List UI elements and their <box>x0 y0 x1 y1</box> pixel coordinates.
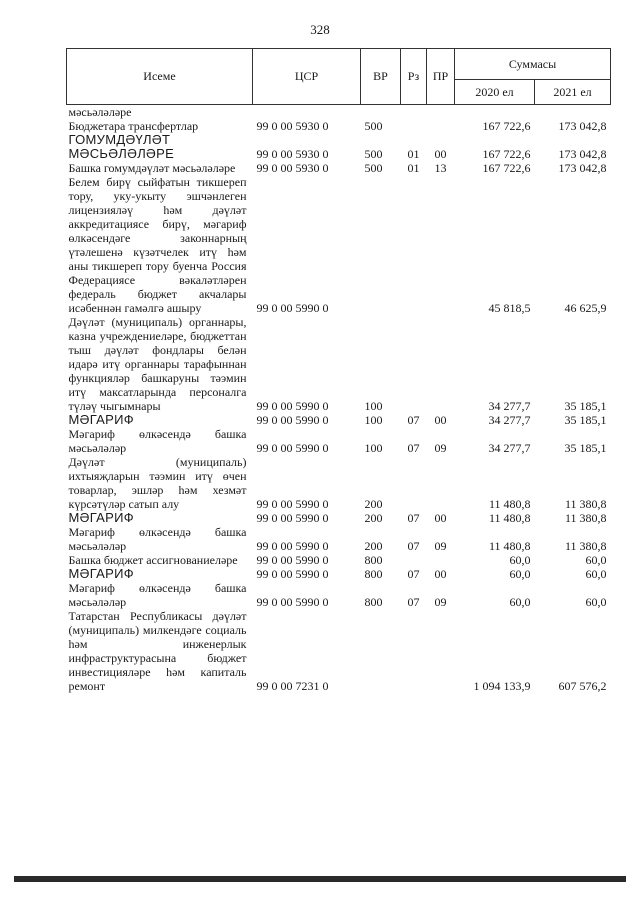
cell-pr <box>427 455 455 511</box>
cell-s1: 167 722,6 <box>482 161 531 175</box>
cell-rz: 07 <box>407 567 420 581</box>
cell-csr: 99 0 00 5990 0 <box>256 441 329 455</box>
cell-name: Дәүләт (муниципаль) ихтыяҗларын тәэмин итү өчен товарлар, эшләр һәм хезмәт күрсәтүләр сатып алу <box>68 455 247 511</box>
cell-s2: 11 380,8 <box>564 497 607 511</box>
cell-rz <box>401 105 427 120</box>
cell-pr <box>427 175 455 315</box>
cell-rz <box>401 455 427 511</box>
cell-s2: 35 185,1 <box>564 413 607 427</box>
cell-csr: 99 0 00 5930 0 <box>256 147 329 161</box>
cell-vr <box>361 609 401 693</box>
cell-pr: 00 <box>434 567 447 581</box>
table-row <box>67 609 611 693</box>
cell-rz: 07 <box>407 539 420 553</box>
cell-csr: 99 0 00 5990 0 <box>256 399 329 413</box>
cell-s2 <box>535 105 611 120</box>
cell-pr: 09 <box>434 441 447 455</box>
cell-csr: 99 0 00 5990 0 <box>256 413 329 427</box>
header-year-2021: 2021 ел <box>535 80 611 105</box>
cell-name: Мәгариф өлкәсендә башка мәсьәләләр <box>68 427 247 455</box>
cell-vr <box>361 105 401 120</box>
cell-s2: 60,0 <box>585 567 607 581</box>
cell-pr: 09 <box>434 539 447 553</box>
budget-table <box>66 48 611 693</box>
table-row <box>67 567 611 581</box>
cell-pr: 00 <box>434 413 447 427</box>
cell-s2: 46 625,9 <box>564 301 607 315</box>
cell-name: Башка гомумдәүләт мәсьәләләре <box>68 161 236 175</box>
cell-name: Белем бирү сыйфатын тикшереп тору, уку-укыту эшчәнлеген лицензияләү һәм дәүләт аккредитациясе бирү, мәгариф өлкәсендәге законнарның үтәлешенә күзәтчелек итү һәм аны тикшереп тору буенча Россия Федерациясе вәкаләтләрен федераль бюджет акчалары исәбеннән гамәлгә ашыру <box>68 175 247 315</box>
header-year-2020: 2020 ел <box>455 80 535 105</box>
cell-s1: 34 277,7 <box>488 441 531 455</box>
cell-csr: 99 0 00 5990 0 <box>256 511 329 525</box>
table-row <box>67 553 611 567</box>
cell-s2: 11 380,8 <box>564 511 607 525</box>
cell-csr: 99 0 00 5990 0 <box>256 567 329 581</box>
cell-name: МӘГАРИФ <box>68 412 134 427</box>
cell-s1: 11 480,8 <box>488 539 531 553</box>
cell-s2: 35 185,1 <box>564 399 607 413</box>
header-vr: ВР <box>361 49 401 105</box>
cell-s1: 60,0 <box>509 567 531 581</box>
cell-vr <box>361 175 401 315</box>
cell-vr: 200 <box>364 539 383 553</box>
cell-s1: 45 818,5 <box>488 301 531 315</box>
table-row <box>67 455 611 511</box>
cell-s1: 1 094 133,9 <box>473 679 531 693</box>
cell-name: МӘГАРИФ <box>68 510 134 525</box>
cell-pr: 00 <box>434 511 447 525</box>
cell-s2: 173 042,8 <box>558 147 607 161</box>
header-name: Исеме <box>67 49 253 105</box>
cell-name: Мәгариф өлкәсендә башка мәсьәләләр <box>68 525 247 553</box>
cell-name: Татарстан Республикасы дәүләт (муниципаль) милкендәге социаль һәм инженерлык инфраструктурасына бюджет инвестицияләре һәм капиталь ремонт <box>68 609 247 693</box>
cell-rz: 07 <box>407 441 420 455</box>
header-sums: Суммасы <box>455 49 611 80</box>
cell-name: мәсьәләләре <box>68 105 132 119</box>
page-number: 328 <box>310 22 330 37</box>
cell-rz: 01 <box>407 147 420 161</box>
cell-s1: 167 722,6 <box>482 147 531 161</box>
cell-vr: 500 <box>364 147 383 161</box>
table-body <box>67 105 611 694</box>
cell-rz <box>401 553 427 567</box>
table-row <box>67 525 611 553</box>
cell-s2: 173 042,8 <box>558 119 607 133</box>
cell-csr <box>253 105 361 120</box>
cell-vr: 800 <box>364 595 383 609</box>
cell-rz <box>401 175 427 315</box>
cell-pr <box>427 315 455 413</box>
cell-vr: 100 <box>364 413 383 427</box>
cell-csr: 99 0 00 5990 0 <box>256 497 329 511</box>
cell-s1: 11 480,8 <box>488 497 531 511</box>
table-row <box>67 413 611 427</box>
cell-rz: 07 <box>407 413 420 427</box>
cell-s1: 34 277,7 <box>488 413 531 427</box>
table-header <box>67 49 611 105</box>
table-row <box>67 133 611 161</box>
cell-s1 <box>455 105 535 120</box>
header-csr: ЦСР <box>253 49 361 105</box>
cell-s2: 11 380,8 <box>564 539 607 553</box>
cell-name: Мәгариф өлкәсендә башка мәсьәләләр <box>68 581 247 609</box>
cell-pr <box>427 119 455 133</box>
cell-rz: 07 <box>407 511 420 525</box>
cell-s2: 607 576,2 <box>558 679 607 693</box>
cell-s1: 60,0 <box>509 595 531 609</box>
table-row <box>67 315 611 413</box>
cell-pr: 13 <box>434 161 447 175</box>
cell-vr: 100 <box>364 399 383 413</box>
cell-name: ГОМУМДӘҮЛӘТ МӘСЬӘЛӘЛӘРЕ <box>68 132 175 161</box>
cell-rz <box>401 609 427 693</box>
cell-vr: 500 <box>364 119 383 133</box>
cell-s2: 60,0 <box>585 595 607 609</box>
cell-csr: 99 0 00 5930 0 <box>256 119 329 133</box>
cell-pr <box>427 609 455 693</box>
cell-pr <box>427 553 455 567</box>
cell-s1: 60,0 <box>509 553 531 567</box>
table-row <box>67 119 611 133</box>
cell-s1: 34 277,7 <box>488 399 531 413</box>
table-row <box>67 581 611 609</box>
cell-vr: 500 <box>364 161 383 175</box>
bottom-rule <box>14 876 626 882</box>
cell-vr: 800 <box>364 567 383 581</box>
cell-vr: 100 <box>364 441 383 455</box>
cell-rz: 07 <box>407 595 420 609</box>
table-row <box>67 105 611 120</box>
cell-s2: 35 185,1 <box>564 441 607 455</box>
cell-csr: 99 0 00 5930 0 <box>256 161 329 175</box>
cell-s1: 167 722,6 <box>482 119 531 133</box>
cell-csr: 99 0 00 7231 0 <box>256 679 329 693</box>
cell-rz <box>401 315 427 413</box>
cell-rz: 01 <box>407 161 420 175</box>
table-row <box>67 511 611 525</box>
cell-pr <box>427 105 455 120</box>
cell-s2: 173 042,8 <box>558 161 607 175</box>
cell-csr: 99 0 00 5990 0 <box>256 595 329 609</box>
cell-vr: 200 <box>364 511 383 525</box>
cell-name: МӘГАРИФ <box>68 566 134 581</box>
cell-csr: 99 0 00 5990 0 <box>256 301 329 315</box>
cell-s1: 11 480,8 <box>488 511 531 525</box>
cell-name: Башка бюджет ассигнованиеләре <box>68 553 238 567</box>
cell-pr: 09 <box>434 595 447 609</box>
header-rz: Рз <box>401 49 427 105</box>
cell-csr: 99 0 00 5990 0 <box>256 539 329 553</box>
cell-name: Бюджетара трансфертлар <box>68 119 199 133</box>
cell-pr: 00 <box>434 147 447 161</box>
table-row <box>67 175 611 315</box>
cell-csr: 99 0 00 5990 0 <box>256 553 329 567</box>
cell-name: Дәүләт (муниципаль) органнары, казна учреждениеләре, бюджеттан тыш дәүләт фондлары белән идарә итү органнары тарафыннан функцияләр башкаруны тәэмин итү максатларында персоналга түләү чыгымнары <box>68 315 247 413</box>
table-row <box>67 161 611 175</box>
cell-s2: 60,0 <box>585 553 607 567</box>
cell-rz <box>401 119 427 133</box>
header-pr: ПР <box>427 49 455 105</box>
cell-vr: 800 <box>364 553 383 567</box>
cell-vr: 200 <box>364 497 383 511</box>
table-row <box>67 427 611 455</box>
